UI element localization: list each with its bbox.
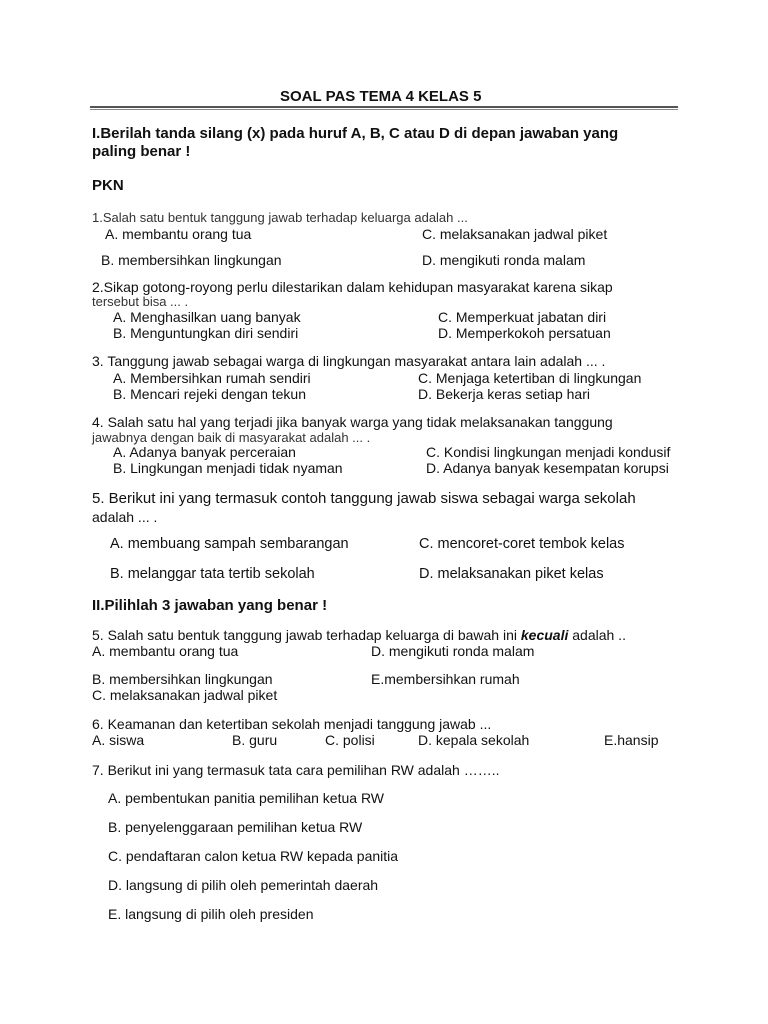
question-5-option-c: C. mencoret-coret tembok kelas <box>419 536 625 552</box>
question-3-option-a: A. Membersihkan rumah sendiri <box>113 370 311 386</box>
question-3-option-c: C. Menjaga ketertiban di lingkungan <box>418 370 642 386</box>
section2-question-7-option-d: D. langsung di pilih oleh pemerintah daerah <box>108 877 379 893</box>
section2-question-5-option-e: E.membersihkan rumah <box>371 671 520 687</box>
section2-question-5-option-c: C. melaksanakan jadwal piket <box>92 687 278 703</box>
question-4-option-a: A. Adanya banyak perceraian <box>113 444 296 460</box>
question-1-option-c: C. melaksanakan jadwal piket <box>422 226 608 242</box>
section1-instruction-line1: I.Berilah tanda silang (x) pada huruf A, B, C atau D di depan jawaban yang <box>92 125 619 142</box>
emphasis-kecuali: kecuali <box>520 627 569 643</box>
question-1-text: 1.Salah satu bentuk tanggung jawab terhadap keluarga adalah ... <box>92 210 468 225</box>
question-2-option-c: C. Memperkuat jabatan diri <box>438 309 607 325</box>
question-3-option-d: D. Bekerja keras setiap hari <box>418 386 590 402</box>
question-5-option-b: B. melanggar tata tertib sekolah <box>110 566 315 582</box>
section2-question-7-option-b: B. penyelenggaraan pemilihan ketua RW <box>108 819 363 835</box>
section2-question-6-option-e: E.hansip <box>604 732 659 748</box>
question-2-option-d: D. Memperkokoh persatuan <box>438 325 611 341</box>
question-4-text-line1: 4. Salah satu hal yang terjadi jika banyak warga yang tidak melaksanakan tanggung <box>92 414 613 430</box>
section2-question-5-option-b: B. membersihkan lingkungan <box>92 671 273 687</box>
section2-question-7-option-e: E. langsung di pilih oleh presiden <box>108 906 314 922</box>
section1-instruction-line2: paling benar ! <box>92 143 191 160</box>
section2-question-7-option-c: C. pendaftaran calon ketua RW kepada panitia <box>108 848 399 864</box>
question-2-text-line2: tersebut bisa ... . <box>92 294 189 309</box>
question-3-option-b: B. Mencari rejeki dengan tekun <box>113 386 306 402</box>
question-5-option-a: A. membuang sampah sembarangan <box>110 536 349 552</box>
section2-question-6-text: 6. Keamanan dan ketertiban sekolah menjadi tanggung jawab ... <box>92 716 492 732</box>
subject-heading: PKN <box>92 177 124 194</box>
question-5-text-line2: adalah ... . <box>92 509 158 525</box>
section2-question-5-option-a: A. membantu orang tua <box>92 643 239 659</box>
question-4-option-c: C. Kondisi lingkungan menjadi kondusif <box>426 444 671 460</box>
section2-question-6-option-b: B. guru <box>232 732 278 748</box>
section2-instruction: II.Pilihlah 3 jawaban yang benar ! <box>92 597 328 614</box>
section2-question-7-option-a: A. pembentukan panitia pemilihan ketua RW <box>108 790 385 806</box>
question-2-option-a: A. Menghasilkan uang banyak <box>113 309 301 325</box>
question-1-option-d: D. mengikuti ronda malam <box>422 252 586 268</box>
question-2-text-line1: 2.Sikap gotong-royong perlu dilestarikan dalam kehidupan masyarakat karena sikap <box>92 279 613 295</box>
section2-question-6-option-c: C. polisi <box>325 732 375 748</box>
question-5-option-d: D. melaksanakan piket kelas <box>419 566 604 582</box>
question-4-option-b: B. Lingkungan menjadi tidak nyaman <box>113 460 343 476</box>
question-1-option-b: B. membersihkan lingkungan <box>101 252 282 268</box>
question-3-text: 3. Tanggung jawab sebagai warga di lingkungan masyarakat antara lain adalah ... . <box>92 353 606 369</box>
title-divider <box>90 106 678 110</box>
question-4-option-d: D. Adanya banyak kesempatan korupsi <box>426 460 669 476</box>
question-1-option-a: A. membantu orang tua <box>105 226 252 242</box>
page-title: SOAL PAS TEMA 4 KELAS 5 <box>280 88 482 105</box>
question-5-text-line1: 5. Berikut ini yang termasuk contoh tanggung jawab siswa sebagai warga sekolah <box>92 490 636 507</box>
section2-question-6-option-d: D. kepala sekolah <box>418 732 530 748</box>
section2-question-7-text: 7. Berikut ini yang termasuk tata cara pemilihan RW adalah …….. <box>92 762 500 778</box>
question-4-text-line2: jawabnya dengan baik di masyarakat adalah ... . <box>92 430 371 445</box>
section2-question-5-option-d: D. mengikuti ronda malam <box>371 643 535 659</box>
section2-question-6-option-a: A. siswa <box>92 732 145 748</box>
question-2-option-b: B. Menguntungkan diri sendiri <box>113 325 299 341</box>
section2-question-5-text: 5. Salah satu bentuk tanggung jawab terhadap keluarga di bawah ini kecuali adalah .. <box>92 627 626 643</box>
